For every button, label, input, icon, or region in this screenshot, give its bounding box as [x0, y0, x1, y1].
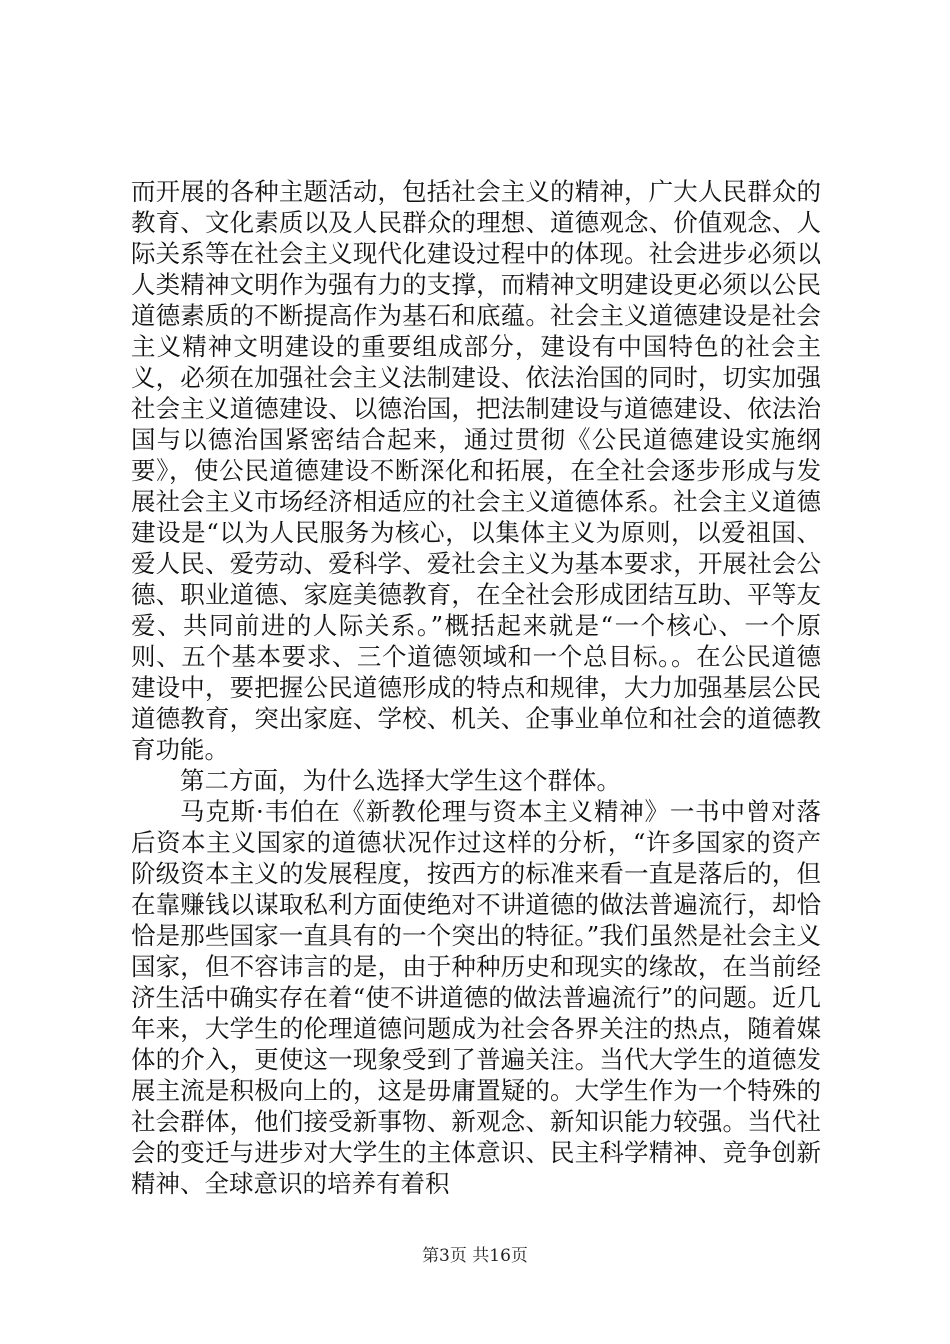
paragraph-continuation: 而开展的各种主题活动，包括社会主义的精神，广大人民群众的教育、文化素质以及人民群众的理想、道德观念、价值观念、人际关系等在社会主义现代化建设过程中的体现。社会进步必须以人类精神文明作为强有力的支撑，而精神文明建设更必须以公民道德素质的不断提高作为基石和底蕴。社会主义道德建设是社会主义精神文明建设的重要组成部分，建设有中国特色的社会主义，必须在加强社会主义法制建设、依法治国的同时，切实加强社会主义道德建设、以德治国，把法制建设与道德建设、依法治国与以德治国紧密结合起来，通过贯彻《公民道德建设实施纲要》，使公民道德建设不断深化和拓展，在全社会逐步形成与发展社会主义市场经济相适应的社会主义道德体系。社会主义道德建设是“以为人民服务为核心，以集体主义为原则，以爱祖国、爱人民、爱劳动、爱科学、爱社会主义为基本要求，开展社会公德、职业道德、家庭美德教育，在全社会形成团结互助、平等友爱、共同前进的人际关系。”概括起来就是“一个核心、一个原则、五个基本要求、三个道德领域和一个总目标。。在公民道德建设中，要把握公民道德形成的特点和规律，大力加强基层公民道德教育，突出家庭、学校、机关、企事业单位和社会的道德教育功能。 — [131, 177, 821, 764]
page-number-footer: 第3页 共16页 — [422, 1246, 528, 1266]
body-text — [131, 176, 821, 1199]
paragraph-weber-quote: 马克斯·韦伯在《新教伦理与资本主义精神》一书中曾对落后资本主义国家的道德状况作过这样的分析，“许多国家的资产阶级资本主义的发展程度，按西方的标准来看一直是落后的，但在靠赚钱以谋取私利方面使绝对不讲道德的做法普遍流行，却恰恰是那些国家一直具有的一个突出的特征。”我们虽然是社会主义国家，但不容讳言的是，由于种种历史和现实的缘故，在当前经济生活中确实存在着“使不讲道德的做法普遍流行”的问题。近几年来，大学生的伦理道德问题成为社会各界关注的热点，随着媒体的介入，更使这一现象受到了普遍关注。当代大学生的道德发展主流是积极向上的，这是毋庸置疑的。大学生作为一个特殊的社会群体，他们接受新事物、新观念、新知识能力较强。当代社会的变迁与进步对大学生的主体意识、民主科学精神、竞争创新精神、全球意识的培养有着积 — [131, 797, 821, 1198]
paragraph-section-heading: 第二方面，为什么选择大学生这个群体。 — [180, 766, 621, 795]
